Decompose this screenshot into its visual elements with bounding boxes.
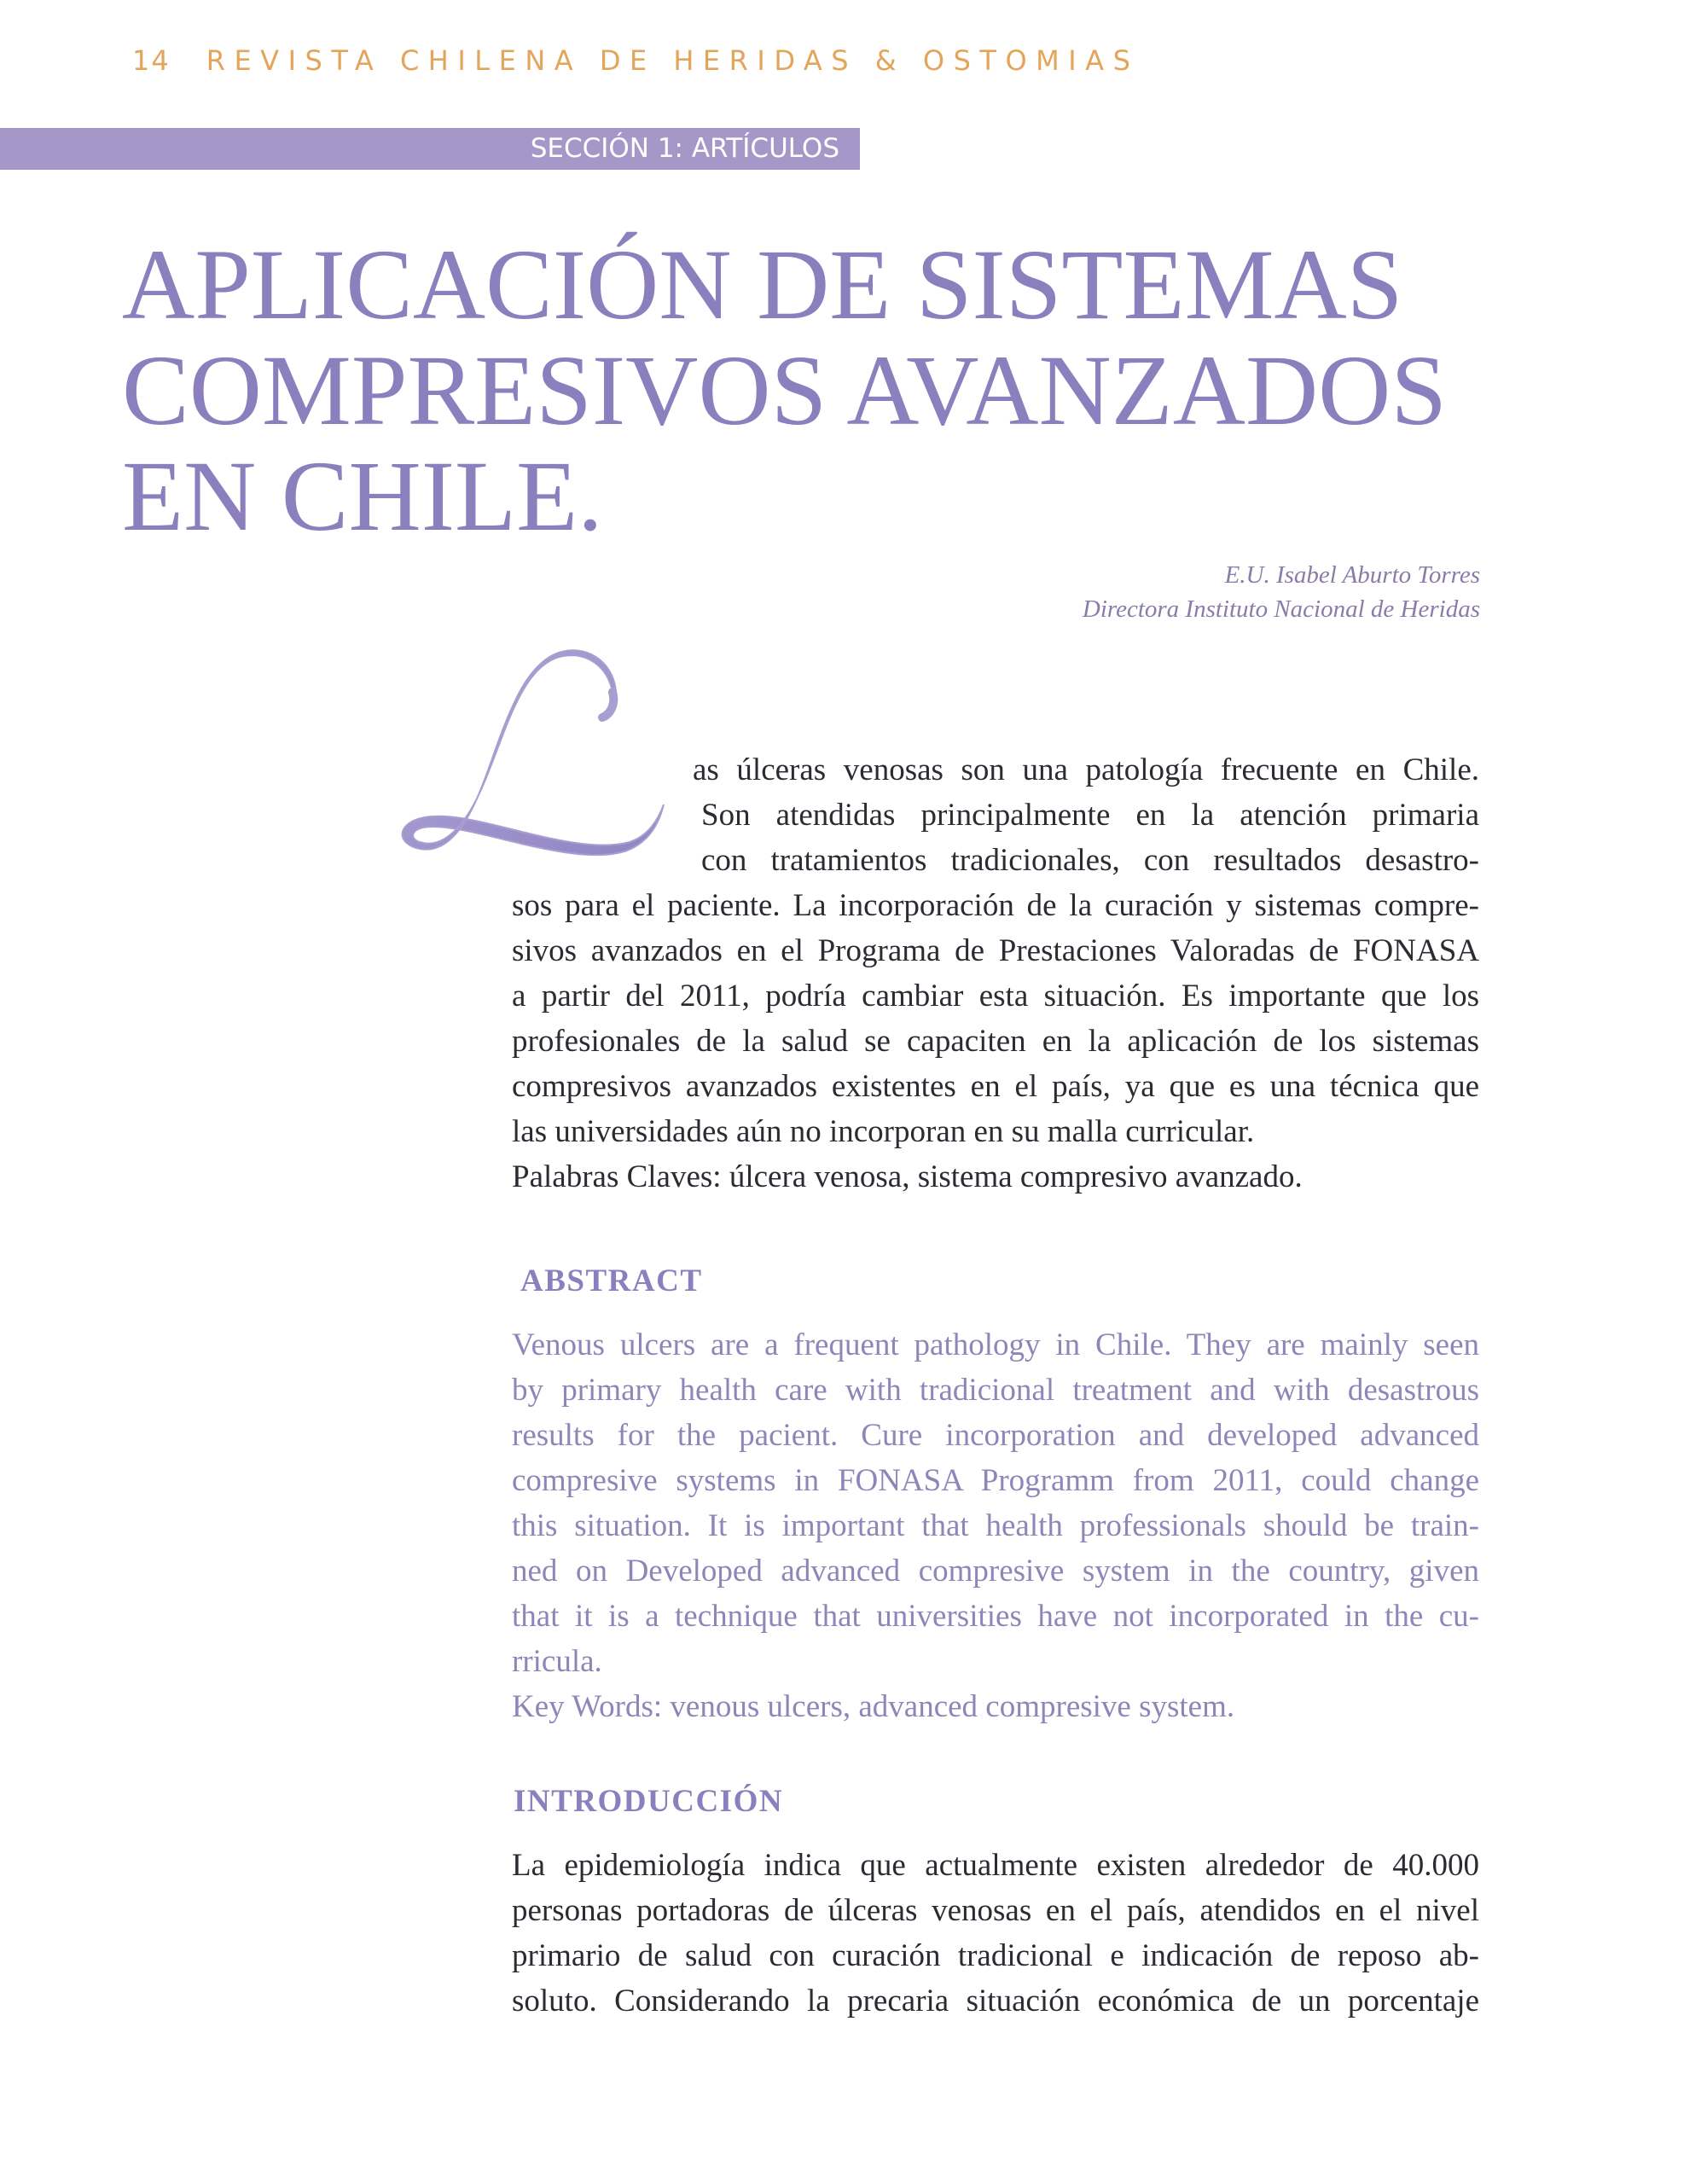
introduccion-paragraph: [512, 1843, 1479, 2024]
introduccion-heading: INTRODUCCIÓN: [514, 1784, 784, 1819]
resumen-line: a partir del 2011, podría cambiar esta situación. Es importante que los: [512, 979, 1479, 1014]
abstract-line: that it is a technique that universities have not incorporated in the cu-: [512, 1599, 1479, 1634]
author-block: [1083, 558, 1480, 626]
abstract-line: results for the pacient. Cure incorporation and developed advanced: [512, 1418, 1479, 1453]
page-number: 14: [132, 44, 171, 77]
resumen-line: sivos avanzados en el Programa de Prestaciones Valoradas de FONASA: [512, 933, 1479, 968]
section-band: [0, 128, 860, 170]
article-title: [122, 229, 1448, 552]
title-line-3: EN CHILE.: [122, 440, 603, 552]
intro-line: soluto. Considerando la precaria situación económica de un porcentaje: [512, 1984, 1479, 2018]
abstract-line: compresive systems in FONASA Programm from 2011, could change: [512, 1463, 1479, 1498]
abstract-line: Venous ulcers are a frequent pathology in Chile. They are mainly seen: [512, 1327, 1479, 1362]
abstract-line: rricula.: [512, 1644, 602, 1679]
title-line-1: APLICACIÓN DE SISTEMAS: [122, 229, 1403, 340]
resumen-line: con tratamientos tradicionales, con resultados desastro-: [701, 843, 1479, 878]
intro-line: primario de salud con curación tradicional e indicación de reposo ab-: [512, 1938, 1479, 1973]
running-header: [132, 44, 1139, 77]
resumen-line: compresivos avanzados existentes en el país, ya que es una técnica que: [512, 1069, 1479, 1104]
abstract-line: by primary health care with tradicional treatment and with desastrous: [512, 1373, 1479, 1408]
resumen-line: as úlceras venosas son una patología frecuente en Chile.: [693, 752, 1479, 787]
intro-line: La epidemiología indica que actualmente existen alrededor de 40.000: [512, 1848, 1479, 1883]
resumen-line: sos para el paciente. La incorporación de la curación y sistemas compre-: [512, 888, 1479, 923]
keywords-en: Key Words: venous ulcers, advanced compresive system.: [512, 1689, 1235, 1724]
resumen-dropcap-lines: [512, 747, 1479, 883]
resumen-line: las universidades aún no incorporan en su malla curricular.: [512, 1114, 1255, 1149]
author-name: E.U. Isabel Aburto Torres: [1224, 561, 1480, 589]
resumen-line: profesionales de la salud se capaciten en la aplicación de los sistemas: [512, 1024, 1479, 1059]
journal-name: REVISTA CHILENA DE HERIDAS & OSTOMIAS: [206, 44, 1140, 77]
author-affiliation: Directora Instituto Nacional de Heridas: [1082, 595, 1480, 623]
abstract-line: ned on Developed advanced compresive system in the country, given: [512, 1554, 1479, 1589]
section-label: SECCIÓN 1: ARTÍCULOS: [530, 133, 839, 164]
resumen-paragraph: [512, 883, 1479, 1199]
keywords-es: Palabras Claves: úlcera venosa, sistema compresivo avanzado.: [512, 1159, 1303, 1194]
title-line-2: COMPRESIVOS AVANZADOS: [122, 334, 1448, 446]
abstract-line: this situation. It is important that health professionals should be train-: [512, 1508, 1479, 1543]
abstract-paragraph: [512, 1322, 1479, 1729]
abstract-heading: ABSTRACT: [520, 1263, 703, 1298]
resumen-line: Son atendidas principalmente en la atención primaria: [701, 798, 1479, 833]
intro-line: personas portadoras de úlceras venosas en el país, atendidos en el nivel: [512, 1893, 1479, 1928]
